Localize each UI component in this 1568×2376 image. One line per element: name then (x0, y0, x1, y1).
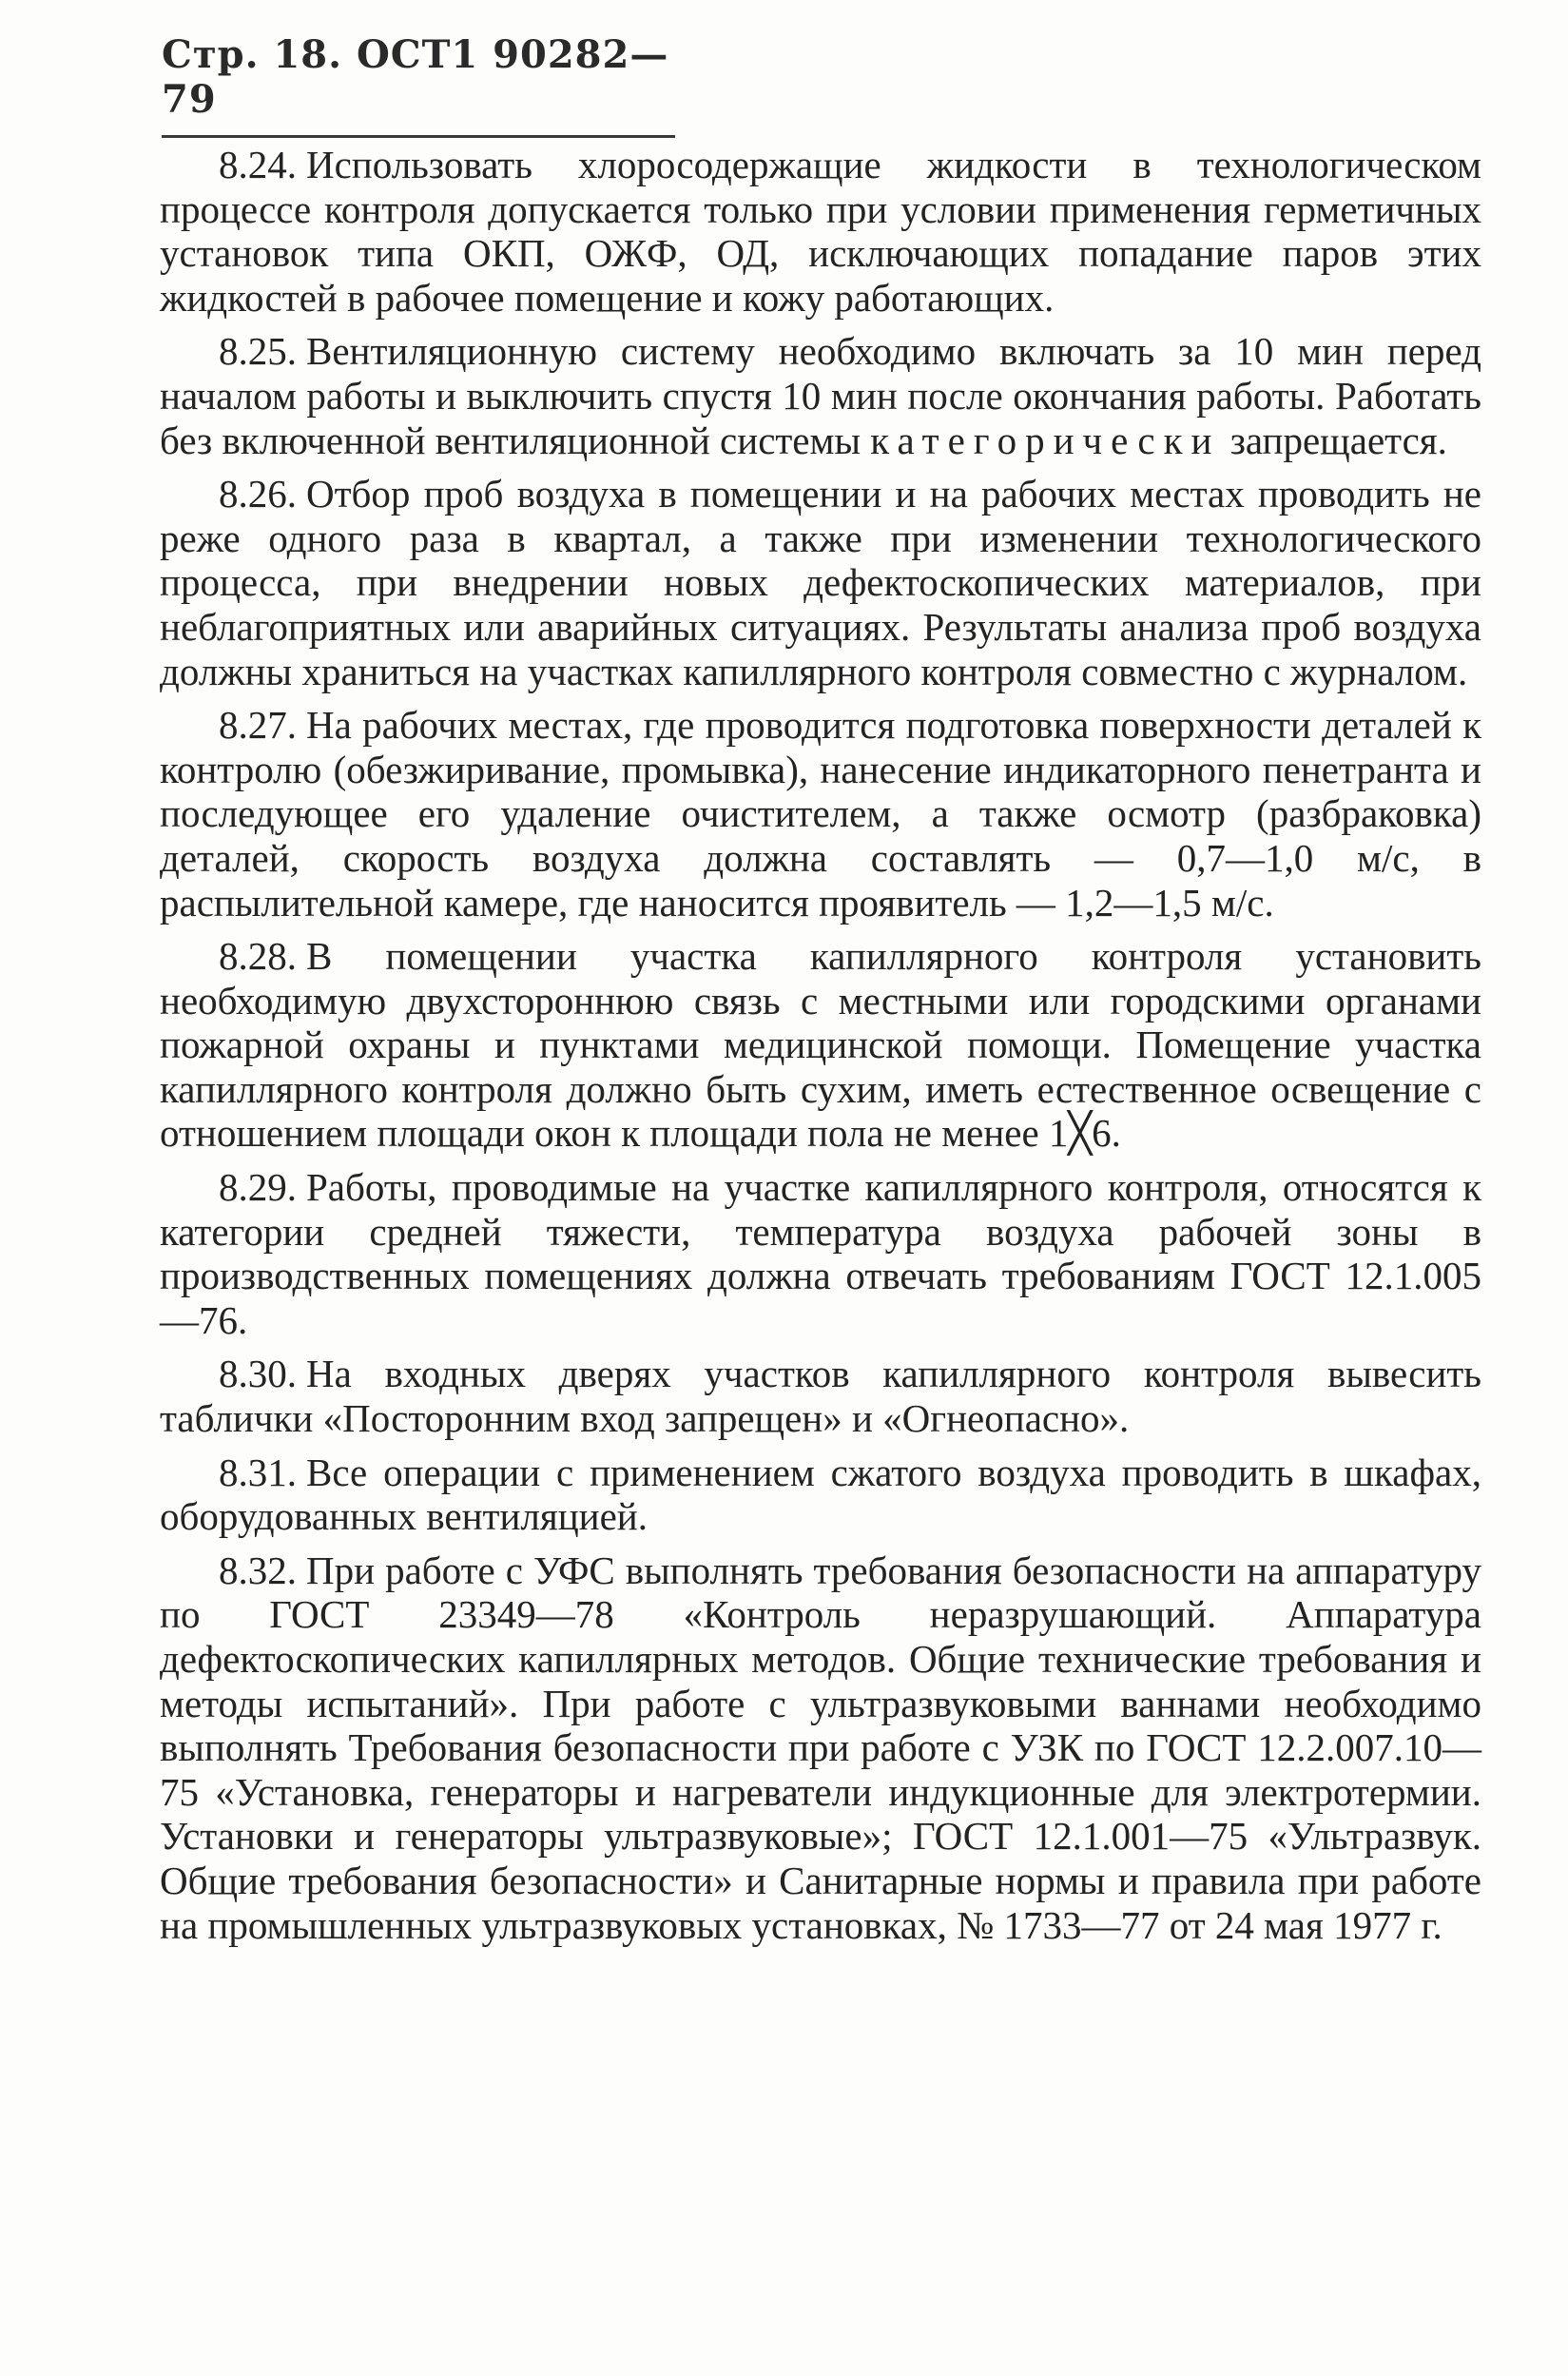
paragraph-number: 8.24. (219, 143, 297, 186)
paragraph-number: 8.27. (219, 703, 297, 748)
paragraph-number: 8.31. (219, 1450, 297, 1494)
paragraph-text: Работы, проводимые на участке капиллярного контроля, относятся к категории средней тяжести, температура воздуха рабочей зоны в производственных помещениях должна отвечать требованиям ГОСТ 12.1.005—76. (160, 1165, 1481, 1342)
paragraph-8-32 (160, 1548, 1481, 1947)
paragraph-number: 8.32. (219, 1548, 297, 1592)
paragraph-8-28 (160, 934, 1481, 1156)
paragraph-text: Использовать хлоросодержащие жидкости в технологическом процессе контроля допускается только при условии применения герметичных установок типа ОКП, ОЖФ, ОД, исключающих попадание паров этих жидкостей в рабочее помещение и кожу работающих. (160, 143, 1481, 320)
paragraph-8-27 (160, 703, 1481, 925)
paragraph-8-25 (160, 329, 1481, 462)
paragraph-number: 8.29. (219, 1165, 297, 1210)
paragraph-8-30 (160, 1352, 1481, 1440)
paragraph-8-24 (160, 143, 1481, 320)
paragraph-text: При работе с УФС выполнять требования безопасности на аппаратуру по ГОСТ 23349—78 «Контроль неразрушающий. Аппаратура дефектоскопических капиллярных методов. Общие технические требования и методы испытаний». При работе с ультразвуковыми ваннами необходимо выполнять Требования безопасности при работе с УЗК по ГОСТ 12.2.007.10—75 «Установка, генераторы и нагреватели индукционные для электротермии. Установки и генераторы ультразвуковые»; ГОСТ 12.1.001—75 «Ультразвук. Общие требования безопасности» и Санитарные нормы и правила при работе на промышленных ультразвуковых установках, № 1733—77 от 24 мая 1977 г. (160, 1548, 1481, 1947)
emphasis-text: категорически (870, 418, 1221, 462)
paragraph-text: Отбор проб воздуха в помещении и на рабочих местах проводить не реже одного раза в квартал, а также при изменении технологического процесса, при внедрении новых дефектоскопических материалов, при неблагоприятных или аварийных ситуациях. Результаты анализа проб воздуха должны храниться на участках капиллярного контроля совместно с журналом. (160, 472, 1481, 693)
paragraph-text: В помещении участка капиллярного контроля установить необходимую двухстороннюю связь с местными или городскими органами пожарной охраны и пунктами медицинской помощи. Помещение участка капиллярного контроля должно быть сухим, иметь естественное освещение с отношением площади окон к площади пола не менее 1╳6. (160, 934, 1481, 1156)
paragraph-text: Все операции с применением сжатого воздуха проводить в шкафах, оборудованных вентиляцией. (160, 1450, 1481, 1539)
paragraph-text: На входных дверях участков капиллярного контроля вывесить таблички «Посторонним вход запрещен» и «Огнеопасно». (160, 1352, 1481, 1441)
paragraph-number: 8.25. (219, 329, 297, 374)
paragraph-number: 8.30. (219, 1352, 297, 1396)
paragraph-number: 8.26. (219, 472, 297, 516)
paragraph-8-26 (160, 472, 1481, 693)
paragraph-8-31 (160, 1451, 1481, 1539)
paragraph-text-tail: запрещается. (1229, 418, 1447, 462)
paragraph-text: На рабочих местах, где проводится подготовка поверхности деталей к контролю (обезжиривание, промывка), нанесение индикаторного пенетранта и последующее его удаление очистителем, а также осмотр (разбраковка) деталей, скорость воздуха должна составлять — 0,7—1,0 м/с, в распылительной камере, где наносится проявитель — 1,2—1,5 м/с. (160, 703, 1481, 925)
running-head: Стр. 18. ОСТ1 90282—79 (162, 32, 675, 138)
paragraph-text: Вентиляционную систему необходимо включать за 10 мин перед началом работы и выключить спустя 10 мин после окончания работы. Работать без включенной вентиляционной системы (160, 329, 1481, 462)
document-body (160, 143, 1481, 1957)
paragraph-number: 8.28. (219, 934, 297, 979)
paragraph-8-29 (160, 1165, 1481, 1342)
